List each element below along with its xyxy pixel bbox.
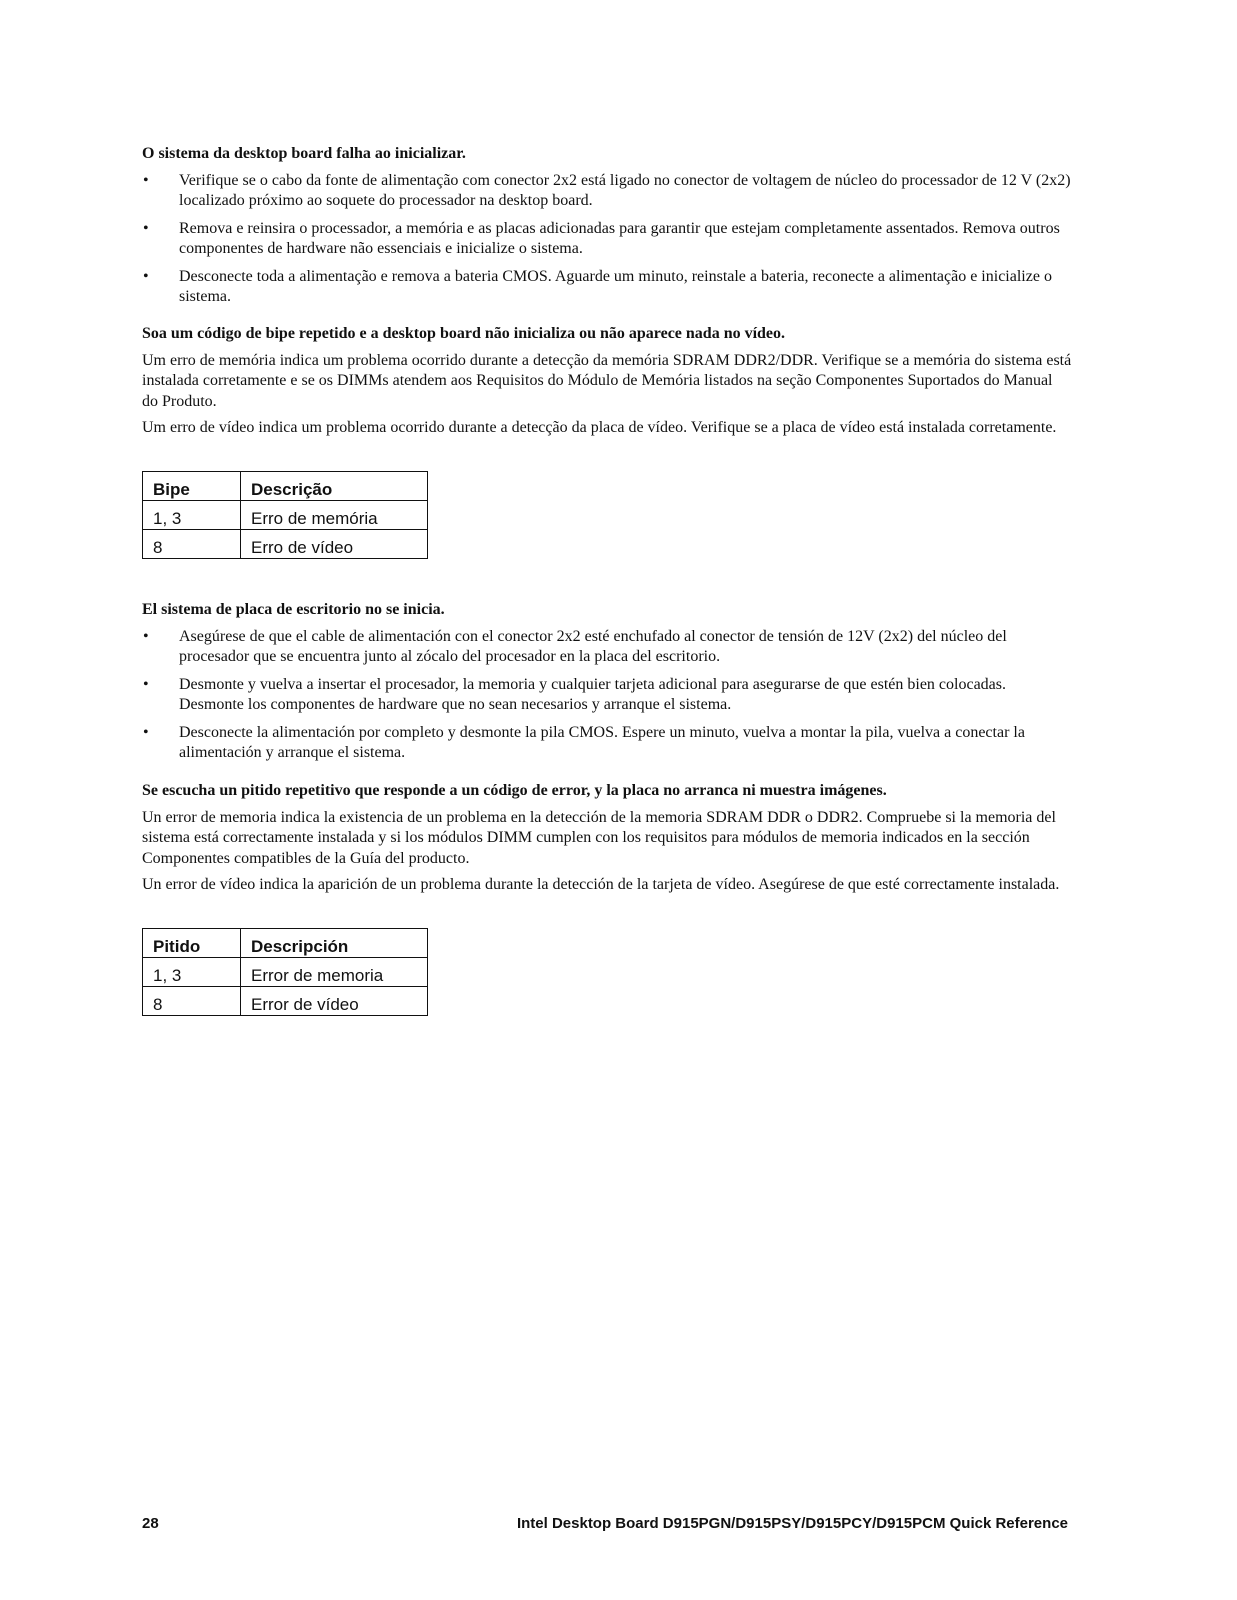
table-row: [143, 987, 428, 1016]
bullet-text: Remova e reinsira o processador, a memória e as placas adicionadas para garantir que estejam completamente assentados. Remova outros componentes de hardware não essenciais e inicialize o sistema.: [179, 219, 1060, 257]
table-cell: 8: [143, 530, 241, 559]
section-spanish-beep: [142, 781, 1072, 902]
section-heading: O sistema da desktop board falha ao inicializar.: [142, 145, 466, 162]
section-heading: Se escucha un pitido repetitivo que responde a un código de error, y la placa no arranca ni muestra imágenes.: [142, 782, 887, 799]
paragraph: Um erro de memória indica um problema ocorrido durante a detecção da memória SDRAM DDR2/DDR. Verifique se a memória do sistema está instalada corretamente e se os DIMMs atendem aos Requisitos do Módulo de Memória listados na seção Componentes Suportados do Manual do Produto.: [142, 351, 1072, 410]
table-cell: 1, 3: [143, 501, 241, 530]
table-cell: Erro de vídeo: [241, 530, 428, 559]
paragraph: Un error de memoria indica la existencia de un problema en la detección de la memoria SDRAM DDR o DDR2. Compruebe si la memoria del sistema está correctamente instalada y si los módulos DIMM cumplen con los requisitos para módulos de memoria indicados en la sección Componentes compatibles de la Guía del producto.: [142, 808, 1056, 867]
bullet-item: [142, 267, 1072, 308]
bullet-list: [142, 627, 1072, 764]
page-number: 28: [142, 1515, 159, 1532]
bullet-icon: •: [143, 723, 149, 741]
bullet-item: [142, 171, 1072, 212]
table-row: [143, 530, 428, 559]
table-cell: Erro de memória: [241, 501, 428, 530]
table-header-cell: Bipe: [143, 472, 241, 501]
bullet-icon: •: [143, 171, 149, 189]
table-cell: Error de memoria: [241, 958, 428, 987]
bullet-list: [142, 171, 1072, 308]
bullet-item: [142, 627, 1072, 668]
table-header-cell: Descrição: [241, 472, 428, 501]
section-portuguese-beep: [142, 324, 1072, 445]
bullet-text: Desmonte y vuelva a insertar el procesador, la memoria y cualquier tarjeta adicional para asegurarse de que estén bien colocadas. Desmonte los componentes de hardware que no sean necesarios y arranque el sistema.: [179, 675, 1006, 713]
table-header-row: [143, 929, 428, 958]
bullet-text: Desconecte la alimentación por completo y desmonte la pila CMOS. Espere un minuto, vuelva a montar la pila, vuelva a conectar la alimentación y arranque el sistema.: [179, 723, 1025, 761]
paragraph: Um erro de vídeo indica um problema ocorrido durante a detecção da placa de vídeo. Verifique se a placa de vídeo está instalada corretamente.: [142, 419, 1057, 436]
bullet-text: Desconecte toda a alimentação e remova a bateria CMOS. Aguarde um minuto, reinstale a bateria, reconecte a alimentação e inicialize o sistema.: [179, 267, 1052, 305]
table-cell: 8: [143, 987, 241, 1016]
table-header-row: [143, 472, 428, 501]
table-cell: 1, 3: [143, 958, 241, 987]
section-heading: El sistema de placa de escritorio no se inicia.: [142, 601, 445, 618]
beep-code-table-es: [142, 928, 428, 1016]
table-header-cell: Descripción: [241, 929, 428, 958]
bullet-icon: •: [143, 267, 149, 285]
bullet-icon: •: [143, 219, 149, 237]
bullet-text: Asegúrese de que el cable de alimentación con el conector 2x2 esté enchufado al conector de tensión de 12V (2x2) del núcleo del procesador que se encuentra junto al zócalo del procesador en la placa del escritorio.: [179, 627, 1007, 665]
table-row: [143, 958, 428, 987]
bullet-item: [142, 723, 1072, 764]
bullet-item: [142, 219, 1072, 260]
section-heading: Soa um código de bipe repetido e a desktop board não inicializa ou não aparece nada no vídeo.: [142, 325, 786, 342]
bullet-icon: •: [143, 627, 149, 645]
bullet-text: Verifique se o cabo da fonte de alimentação com conector 2x2 está ligado no conector de voltagem de núcleo do processador de 12 V (2x2) localizado próximo ao soquete do processador na desktop board.: [179, 171, 1071, 209]
table-row: [143, 501, 428, 530]
bullet-item: [142, 675, 1072, 716]
footer-title: Intel Desktop Board D915PGN/D915PSY/D915PCY/D915PCM Quick Reference: [516, 1515, 1068, 1532]
bullet-icon: •: [143, 675, 149, 693]
section-spanish: [142, 600, 1072, 771]
table-header-cell: Pitido: [143, 929, 241, 958]
section-portuguese: [142, 144, 1072, 315]
table-cell: Error de vídeo: [241, 987, 428, 1016]
beep-code-table-pt: [142, 471, 428, 559]
paragraph: Un error de vídeo indica la aparición de un problema durante la detección de la tarjeta de vídeo. Asegúrese de que esté correctamente instalada.: [142, 876, 1060, 893]
